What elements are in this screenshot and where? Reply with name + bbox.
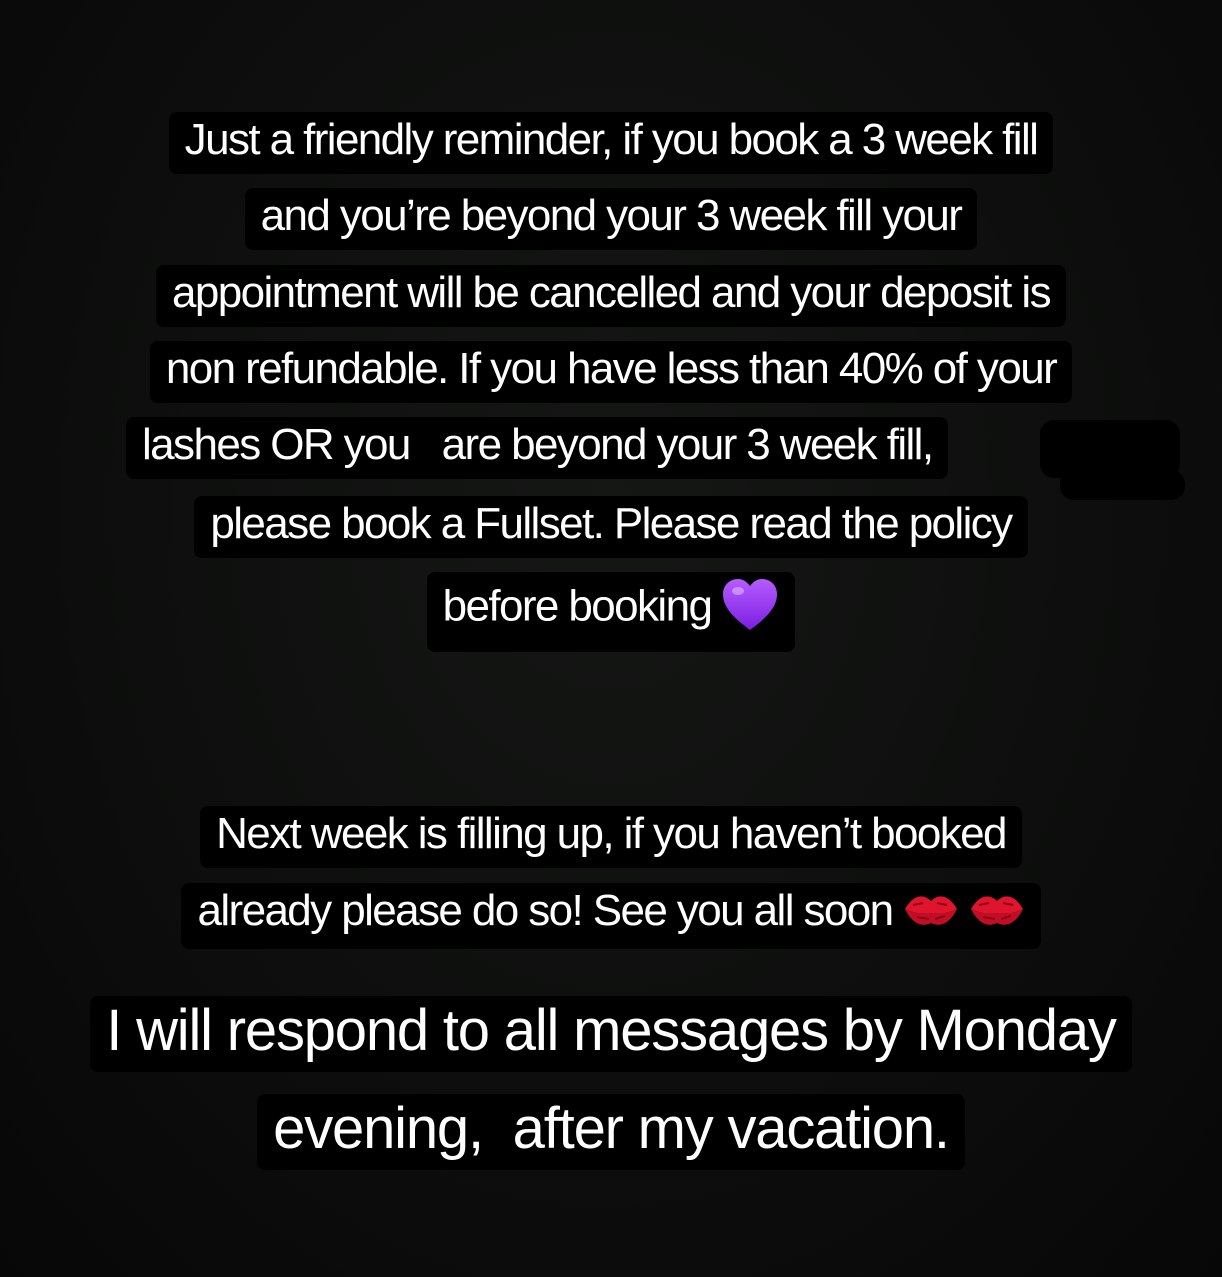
booking-line-2: already please do so! See you all soon — [0, 883, 1222, 949]
vacation-line-1: I will respond to all messages by Monday — [0, 996, 1222, 1072]
reminder-line-7: before booking — [0, 572, 1222, 652]
reminder-line-3: appointment will be cancelled and your deposit is — [0, 265, 1222, 327]
reminder-line-5: lashes OR you are beyond your 3 week fill, — [0, 417, 1222, 479]
purple-heart-icon — [721, 578, 779, 640]
reminder-line-2: and you’re beyond your 3 week fill your — [0, 188, 1222, 250]
vacation-line-2: evening, after my vacation. — [0, 1094, 1222, 1170]
kiss-mark-icon — [969, 889, 1025, 937]
reminder-line-6: please book a Fullset. Please read the policy — [0, 496, 1222, 558]
kiss-mark-icon — [903, 889, 959, 937]
reminder-line-1: Just a friendly reminder, if you book a 3 week fill — [0, 112, 1222, 174]
reminder-line-4: non refundable. If you have less than 40% of your — [0, 341, 1222, 403]
booking-line-1: Next week is filling up, if you haven’t booked — [0, 806, 1222, 868]
